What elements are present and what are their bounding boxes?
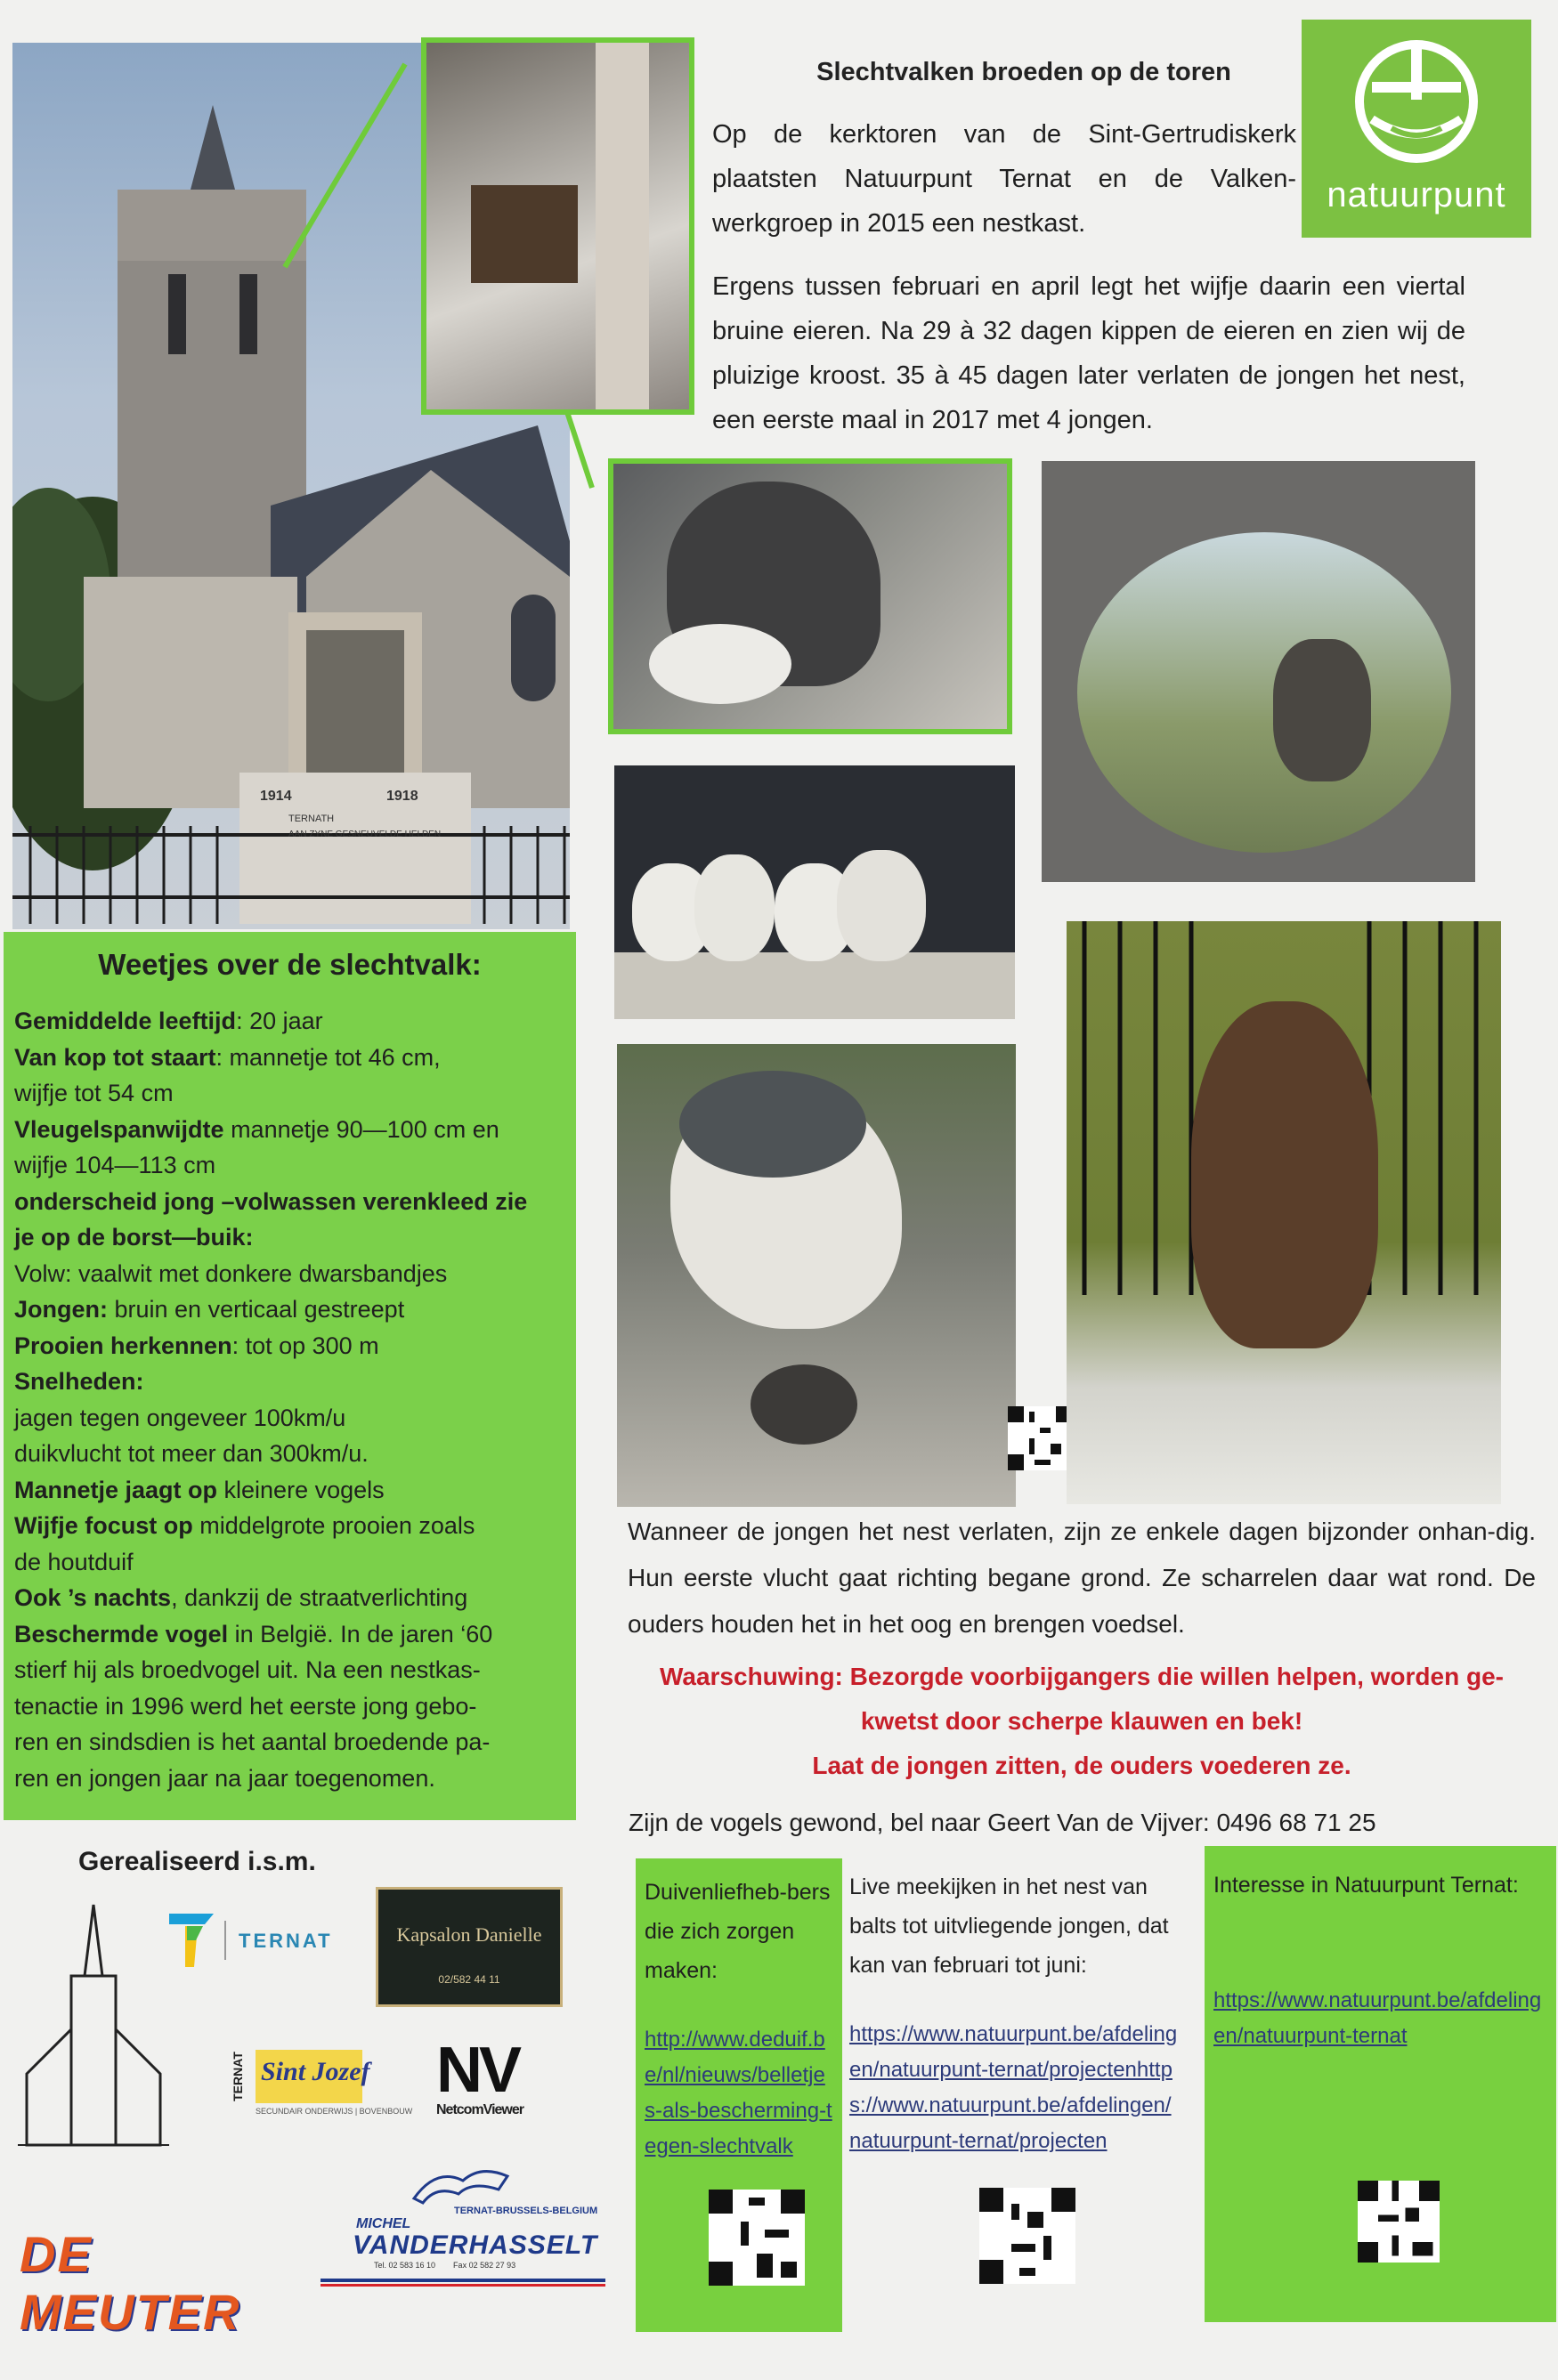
fact-line [14,1040,565,1076]
kapsalon-phone: 02/582 44 11 [438,1973,500,1986]
fact-value: ren en sindsdien is het aantal broedende pa- [14,1728,491,1755]
fact-line [14,1328,565,1364]
fact-value: kleinere vogels [217,1476,385,1503]
fact-label: Prooien herkennen [14,1332,232,1359]
fact-value: , dankzij de straatverlichting [171,1584,468,1611]
fact-value: : 20 jaar [236,1008,323,1034]
fact-line [14,1256,565,1292]
fact-label: Van kop tot staart [14,1043,216,1071]
pigeon-info-text: Duivenliefheb-bers die zich zorgen maken: [645,1880,831,1983]
fact-line [14,1364,565,1400]
vanderhasselt-first-name: MICHEL [356,2216,411,2231]
facts-heading: Weetjes over de slechtvalk: [98,948,482,981]
warning-line-3: Laat de jongen zitten, de ouders voederen ze. [812,1752,1351,1779]
ternat-logo-icon [169,1914,214,1967]
chicks-in-nest-photo [614,765,1015,1019]
intro-paragraph-2: Ergens tussen februari en april legt het wijfje daarin een viertal bruine eieren. Na 29 à 32 dagen kippen de eieren en zien wij de pluizige kroost. 35 à 45 dagen later verlaten de jongen het nest, een eerste maal in 2017 met 4 jongen. [712,272,1465,434]
fact-value: tenactie in 1996 werd het eerste jong gebo- [14,1692,477,1720]
ternat-municipality-logo [169,1914,333,1976]
netcomviewer-logo [436,2035,561,2127]
fact-label: Vleugelspanwijdte [14,1115,224,1143]
fact-line [14,1436,565,1472]
falcon-with-prey-photo [617,1044,1016,1507]
fact-line [14,1184,565,1220]
sint-jozef-subtitle: SECUNDAIR ONDERWIJS | BOVENBOUW [256,2107,413,2116]
vanderhasselt-tag: TERNAT-BRUSSELS-BELGIUM [454,2206,598,2216]
kapsalon-danielle-logo [376,1887,563,2007]
qr-code-natuurpunt[interactable] [1358,2181,1440,2263]
sint-jozef-logo [218,2043,413,2123]
memorial-year-left: 1914 [260,789,292,804]
facts-panel [4,932,576,1820]
de-meuter-text: DE MEUTER [20,2226,241,2340]
fact-line [14,1400,565,1437]
fact-value: duikvlucht tot meer dan 300km/u. [14,1440,369,1467]
warning-line-1: Waarschuwing: Bezorgde voorbijgangers die willen helpen, worden ge- [660,1663,1504,1690]
fact-line [14,1112,565,1148]
fact-line [14,1652,565,1688]
qr-code-live-small[interactable] [1008,1406,1072,1470]
natuurpunt-ternat-link[interactable]: https://www.natuurpunt.be/afdelingen/natuurpunt-ternat [1213,1988,1542,2048]
fact-value: : tot op 300 m [231,1332,379,1359]
memorial-year-right: 1918 [386,789,418,804]
fact-value: : mannetje tot 46 cm, [215,1043,441,1071]
fact-value: wijfje tot 54 cm [14,1080,174,1106]
fact-value: middelgrote prooien zoals [192,1512,475,1539]
intro-paragraph-1: Op de kerktoren van de Sint-Gertrudiskerk plaatsten Natuurpunt Ternat en de Valken-werkgroep in 2015 een nestkast. [712,120,1296,238]
facts-list [14,1003,565,1796]
natuurpunt-logo-icon [1345,37,1488,171]
fact-value: in België. In de jaren ‘60 [228,1620,493,1647]
live-stream-text: Live meekijken in het nest van balts tot uitvliegende jongen, dat kan van februari tot juni: [849,1874,1169,1978]
vanderhasselt-phone: Tel. 02 583 16 10 Fax 02 582 27 93 [374,2261,516,2270]
intro-text [712,112,1296,262]
sint-jozef-name: Sint Jozef [261,2057,370,2086]
fact-label: Ook ’s nachts [14,1584,172,1611]
natuurpunt-logo [1302,20,1531,238]
qr-code-pigeon[interactable] [709,2190,805,2286]
ternat-logo-text: TERNAT [239,1930,333,1952]
fact-label: onderscheid jong –volwassen verenkleed zie [14,1187,528,1215]
fact-value: wijfje 104—113 cm [14,1152,216,1178]
fact-line [14,1724,565,1761]
live-stream-link[interactable]: https://www.natuurpunt.be/afdelingen/natuurpunt-ternat/projectenhttps://www.natuurpunt.be/afdelingen/natuurpunt-ternat/projecten [849,2022,1178,2153]
nestbox-photo [421,37,694,415]
fact-line [14,1616,565,1653]
fact-label: Jongen: [14,1296,108,1323]
fact-line [14,1291,565,1328]
fact-label: je op de borst—buik: [14,1224,254,1251]
horse-icon [410,2163,516,2207]
de-meuter-logo [20,2225,322,2340]
fact-label: Mannetje jaagt op [14,1476,218,1503]
young-falcon-on-railing-photo [1067,921,1501,1504]
page-title: Slechtvalken broeden op de toren [816,58,1231,86]
kapsalon-name: Kapsalon Danielle [396,1923,542,1946]
fact-value: bruin en verticaal gestreept [108,1296,405,1323]
fact-line [14,1219,565,1256]
fact-value: ren en jongen jaar na jaar toegenomen. [14,1764,435,1792]
phone-contact: Zijn de vogels gewond, bel naar Geert Van de Vijver: 0496 68 71 25 [629,1809,1376,1836]
fact-line [14,1508,565,1544]
nv-letters: NV [436,2035,519,2106]
lower-paragraph: Wanneer de jongen het nest verlaten, zijn ze enkele dagen bijzonder onhan-dig. Hun eerste vlucht gaat richting begane grond. Ze scharrelen daar wat rond. De ouders houden het in het oog en brengen voedsel. [628,1518,1536,1638]
natuurpunt-ternat-text: Interesse in Natuurpunt Ternat: [1213,1873,1519,1898]
warning-line-2: kwetst door scherpe klauwen en bek! [860,1707,1303,1735]
fact-label: Snelheden: [14,1368,144,1395]
fact-line [14,1580,565,1616]
fact-line [14,1075,565,1112]
fact-line [14,1688,565,1725]
vanderhasselt-name: VANDERHASSELT [353,2230,598,2260]
qr-code-live[interactable] [979,2188,1075,2284]
pigeon-info-link[interactable]: http://www.deduif.be/nl/nieuws/belletjes-als-bescherming-tegen-slechtvalk [645,2028,832,2158]
fact-line [14,1003,565,1040]
fact-label: Gemiddelde leeftijd [14,1008,237,1034]
nv-subtitle: NetcomViewer [436,2102,523,2117]
fact-label: Wijfje focust op [14,1512,193,1539]
sint-jozef-side-text: TERNAT [230,2052,245,2101]
fact-line [14,1147,565,1184]
fact-value: Volw: vaalwit met donkere dwarsbandjes [14,1259,448,1287]
fact-value: jagen tegen ongeveer 100km/u [14,1404,346,1431]
fact-value: de houtduif [14,1548,134,1575]
intro-text-2 [712,264,1465,458]
fact-line [14,1544,565,1581]
fact-label: Beschermde vogel [14,1620,229,1647]
memorial-subtitle: AAN ZYNE GESNEUVELDE HELDEN [288,830,442,839]
vanderhasselt-logo [321,2154,605,2287]
fact-value: stierf hij als broedvogel uit. Na een nestkas- [14,1656,481,1683]
memorial-title: TERNATH [288,814,335,824]
fact-value: mannetje 90—100 cm en [223,1115,499,1143]
fact-line [14,1472,565,1509]
natuurpunt-logo-text: natuurpunt [1327,175,1506,215]
fact-line [14,1761,565,1797]
falcon-flying-photo [1042,461,1475,882]
falcon-with-chicks-photo [608,458,1012,734]
sponsors-heading: Gerealiseerd i.s.m. [78,1847,316,1876]
church-drawing-logo [18,1896,169,2190]
